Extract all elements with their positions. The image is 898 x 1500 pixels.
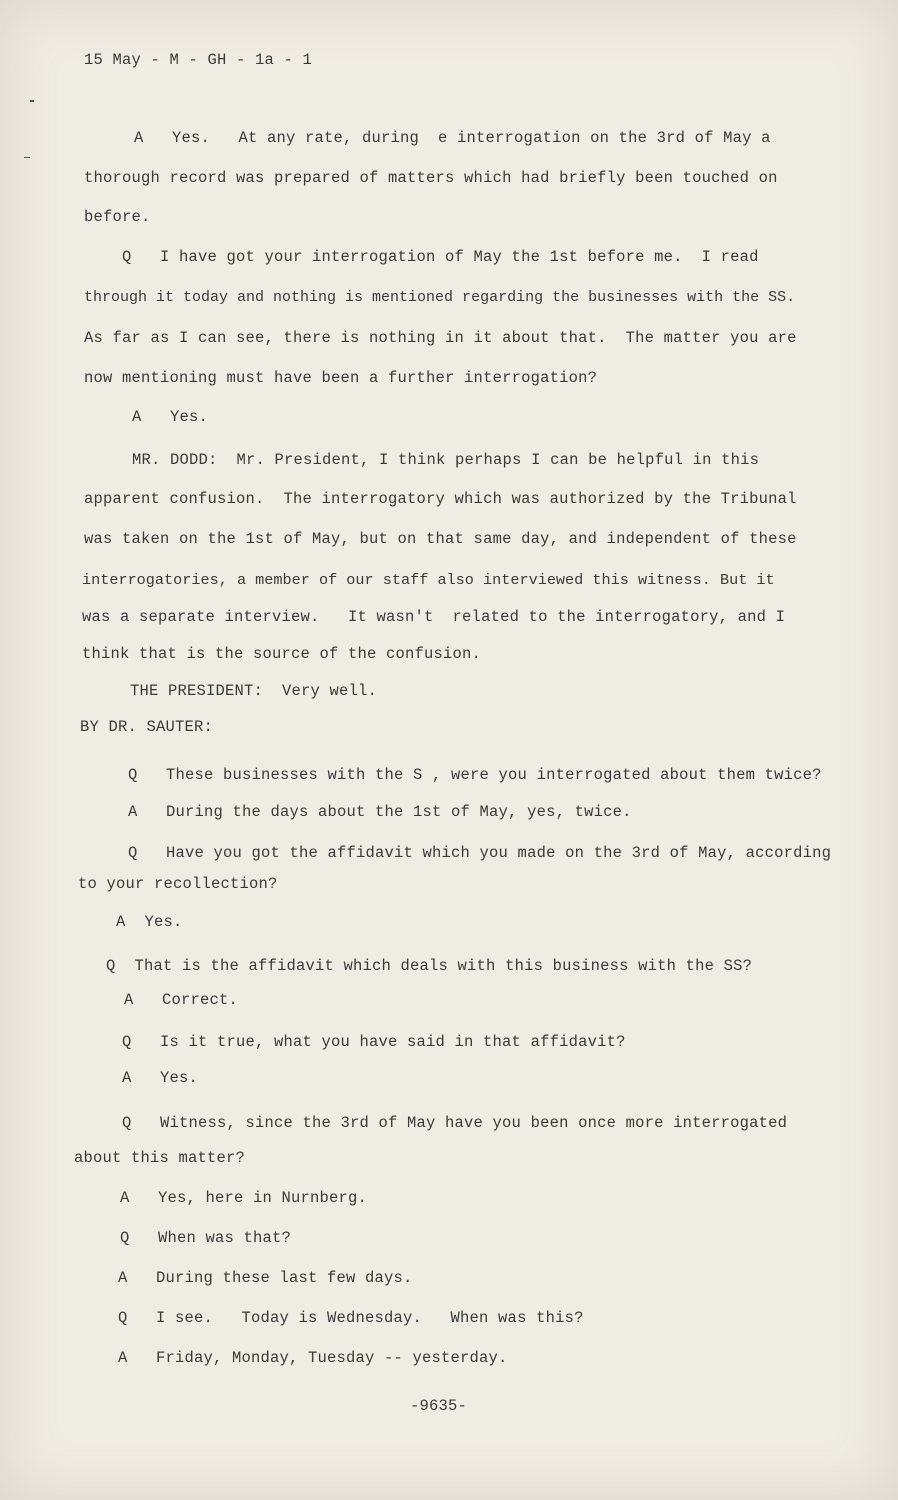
text-line: through it today and nothing is mentioned regarding the businesses with the SS.	[84, 289, 796, 306]
text-line: to your recollection?	[78, 875, 278, 893]
margin-mark	[24, 157, 30, 158]
text-line: before.	[84, 208, 151, 226]
text-line: A Correct.	[124, 991, 239, 1009]
text-line: Q Witness, since the 3rd of May have you been once more interrogated	[122, 1114, 788, 1132]
text-line: Q That is the affidavit which deals with this business with the SS?	[106, 957, 753, 975]
text-line: A Friday, Monday, Tuesday -- yesterday.	[118, 1349, 508, 1367]
header-line: 15 May - M - GH - 1a - 1	[84, 51, 313, 69]
text-line: Q Have you got the affidavit which you made on the 3rd of May, according	[128, 844, 832, 862]
text-line: BY DR. SAUTER:	[80, 718, 214, 736]
text-line: apparent confusion. The interrogatory which was authorized by the Tribunal	[84, 490, 797, 508]
text-line: interrogatories, a member of our staff also interviewed this witness. But it	[82, 571, 775, 589]
text-line: was taken on the 1st of May, but on that same day, and independent of these	[84, 530, 797, 548]
text-line: As far as I can see, there is nothing in it about that. The matter you are	[84, 329, 797, 347]
text-line: think that is the source of the confusion.	[82, 645, 482, 663]
text-line: Q When was that?	[120, 1229, 292, 1247]
page-number: -9635-	[410, 1397, 468, 1415]
text-line: Q These businesses with the S , were you interrogated about them twice?	[128, 766, 822, 784]
text-line: thorough record was prepared of matters which had briefly been touched on	[84, 169, 778, 187]
text-line: A Yes.	[116, 913, 183, 931]
text-line: A Yes.	[132, 408, 209, 426]
text-line: A Yes. At any rate, during e interrogation on the 3rd of May a	[134, 129, 771, 147]
text-line: A During these last few days.	[118, 1269, 413, 1287]
text-line: A Yes, here in Nurnberg.	[120, 1189, 368, 1207]
text-line: Q I see. Today is Wednesday. When was this?	[118, 1309, 584, 1327]
text-line: Q I have got your interrogation of May the 1st before me. I read	[122, 248, 759, 266]
text-line: Q Is it true, what you have said in that affidavit?	[122, 1033, 626, 1051]
text-line: was a separate interview. It wasn't related to the interrogatory, and I	[82, 608, 786, 626]
text-line: A Yes.	[122, 1069, 199, 1087]
text-line: now mentioning must have been a further interrogation?	[84, 369, 598, 387]
text-line: about this matter?	[74, 1149, 246, 1167]
text-line: THE PRESIDENT: Very well.	[130, 682, 378, 700]
margin-mark	[30, 100, 34, 102]
text-line: MR. DODD: Mr. President, I think perhaps I can be helpful in this	[132, 451, 760, 469]
text-line: A During the days about the 1st of May, yes, twice.	[128, 803, 632, 821]
